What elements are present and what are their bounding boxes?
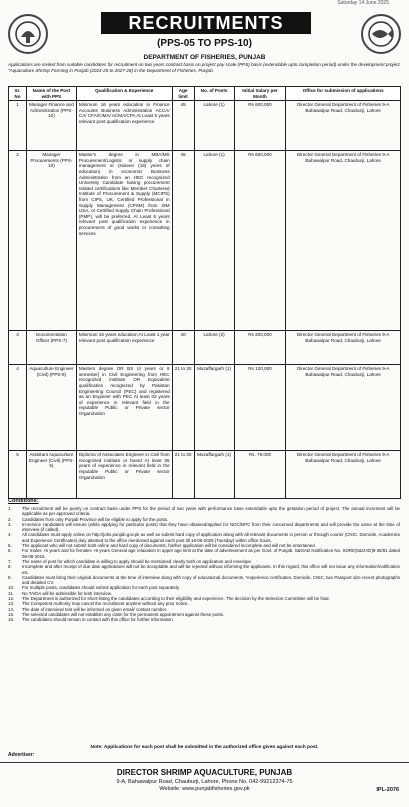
col-header-sr: Sr. No [9, 87, 27, 101]
table-row [9, 365, 401, 451]
list-item: 10. For multiple posts, candidates should submit application for each post separately. [8, 585, 180, 591]
list-item: 8. Incomplete and after receipt of due date applications will not be acceptable and will be rejected without informing the applicants. In this regard, this office will not issue any information/notification etc. [8, 564, 400, 575]
list-item: 11. No TA/DA will be admissible for test/ interview. [8, 590, 112, 596]
cell-salary: Rs 120,000 [234, 365, 286, 451]
list-item: 7. The name of post for which candidate is willing to apply should be mentioned clearly both on application and envelope. [8, 558, 253, 564]
list-item: 3. In-service candidates will ensure (while applying for particular posts) that they have obtained/applied for NOC/DPC from their concerned departments and will provide the same at the time of interview (if called). [8, 521, 400, 533]
cell-post: Aquaculture Engineer (Civil) (PPS-6) [26, 365, 76, 451]
table-row [9, 451, 401, 499]
cell-posts: Lahore (1) [194, 151, 234, 331]
list-item: 6. For males +5 years and for females +8 years General age relaxation in upper age limit at the date of advertisement as per Govt. of Punjab, S&GAD Notification No. SORII(S&GAD)9-36/81 dated 08-08-2016. [8, 548, 400, 559]
submission-note: Note: Applications for each post shall be submitted in the authorized office given against each post. [90, 745, 319, 750]
recruitments-banner: RECRUITMENTS [101, 12, 311, 34]
cell-salary: Rs 600,000 [234, 151, 286, 331]
list-item: 12. The Department is authorized for short-listing the candidates according to their eligibility and experience. The decision by the Selection Committee will be final. [8, 596, 330, 602]
cell-age: 21 to 30 [172, 365, 194, 451]
list-item: 14. The date of interview/ test will be informed on given email/ contact number. [8, 606, 168, 612]
col-header-age: Age limit [172, 87, 194, 101]
cell-salary: Rs. 75,000 [234, 451, 286, 499]
cell-posts: Lahore (2) [194, 331, 234, 365]
advertiser-website: Website: www.punjabfisheries.gov.pk [159, 786, 250, 792]
table-row [9, 101, 401, 151]
cell-posts: Muzaffargarh (1) [194, 451, 234, 499]
cell-posts: Muzaffargarh (1) [194, 365, 234, 451]
list-item: 16. The candidates should remain in contact with this office for further information. [8, 617, 174, 623]
list-item: 5. The applicant who will not submit both online and hard copy of documents, his/her application will be considered incomplete and will not be entertained. [8, 543, 316, 549]
ipl-number: IPL-2076 [376, 787, 399, 793]
cell-qualification: Masters degree OR BS (4 years or 8 semester) in Civil Engineering from HEC recognized institute OR Equivalent qualification recognized by Pakistan Engineering Council (PEC) and registered as an Engineer with PEC At least 03 years of experience in relevant field in the reputable Public or Private sector Organization [76, 365, 172, 451]
list-item: 13. The Competent Authority may cancel the recruitment anytime without any prior notice. [8, 601, 189, 607]
col-header-posts: No. of Posts [194, 87, 234, 101]
cell-office: Director General Department of Fisheries 9-A Bahawalpur Road, Chauburji, Lahore [286, 451, 401, 499]
cell-sr: 4 [9, 365, 27, 451]
cell-sr: 3 [9, 331, 27, 365]
cell-sr: 5 [9, 451, 27, 499]
conditions-heading: Conditions: [8, 498, 39, 504]
cell-age: 40 [172, 331, 194, 365]
list-item: 15. The selected candidates will not establish any claim for the permanent appointment against these posts. [8, 611, 225, 617]
cell-post: Manager Finance and Administration (PPS-10) [26, 101, 76, 151]
cell-office: Director General Department of Fisheries 9-A Bahawalpur Road, Chauburji, Lahore [286, 365, 401, 451]
department-name: DEPARTMENT OF FISHERIES, PUNJAB [143, 54, 266, 61]
cell-sr: 1 [9, 101, 27, 151]
cell-qualification: Minimum 16 years education At Least 1 year relevant post qualification experience [76, 331, 172, 365]
intro-paragraph: Applications are invited from suitable candidates for recruitment on two years contract basis on project pay scale (PPS) basis (extendable upto completion period) under the development project "Aquaculture Shrimp Farming in Punjab (2024-25 to 2027-28) in the Department of Fisheries, Punjab. [8, 62, 400, 73]
cell-post: Manager Procurements (PPS-10) [26, 151, 76, 331]
cell-age: 21 to 30 [172, 451, 194, 499]
cell-office: Director General Department of Fisheries 9-A Bahawalpur Road, Chauburji, Lahore [286, 151, 401, 331]
cell-salary: Rs 200,000 [234, 331, 286, 365]
cell-office: Director General Department of Fisheries 9-A Bahawalpur Road, Chauburji, Lahore [286, 331, 401, 365]
cell-qualification: Minimum 16 years education in Finance Accounts Business Administration ACCA/ CA/ CFA/CIMA/ ACMA/CPA At Least 5 years relevant post qualification experience [76, 101, 172, 151]
table-header-row [9, 87, 401, 101]
list-item: 2. Candidates from only Punjab Province will be eligible to apply for the posts. [8, 516, 169, 522]
col-header-office: Office for submission of applications [286, 87, 401, 101]
cell-qualification: Master's degree in MBA/MS Procurement/Logistic or supply chain management or (sixteen (16) years of education) in economic/ Business Administration from an HEC recognized University Candidate having procurement related certifications like Member Chartered Institute of Procurement & Supply (MCIPS) from CIPS, UK, Certified Professional in Supply Management (CPSM) from ISM USA, or Certified Supply Chain Professional (PMP), will be preferred. At Least 5 years relevant post qualification experience in procurement of good works or consulting services [76, 151, 172, 331]
advertiser-address: 9-A, Bahawalpur Road, Chauburji, Lahore, Phone No. 042-99212374-75 [116, 779, 293, 785]
table-row [9, 151, 401, 331]
newspaper-date-strip: Saturday 14 June 2025 [337, 0, 389, 6]
cell-salary: Rs 600,000 [234, 101, 286, 151]
list-item: 9. Candidates must bring their original documents at the time of interview along with copy of educational documents, *experience certificates, Domicile, CNIC, two Passport size recent photographs and detailed CV. [8, 574, 400, 586]
cell-sr: 2 [9, 151, 27, 331]
cell-office: Director General Department of Fisheries 9-A Bahawalpur Road, Chauburji, Lahore [286, 101, 401, 151]
list-item: 4. All candidates must apply online on http://jobs.punjab.gov.pk as well as submit hard copy of application along with all relevant documents in person or through courier (CNIC, Domicile, Academics and Experience Certificates) duly attested to the office mentioned against each post till 16-06-2025 (Tuesday) within office hours. [8, 532, 400, 543]
cell-age: 45 [172, 101, 194, 151]
col-header-post: Name of the Post with PPS [26, 87, 76, 101]
cell-post: Documentation Officer (PPS-7) [26, 331, 76, 365]
list-item: 1. The recruitment will be purely on contract basis under PPS for the period of two years with performance base extendable upto the gestation period of project. The annual increment will be applicable as per approved criteria. [8, 506, 400, 517]
advertiser-name: DIRECTOR SHRIMP AQUACULTURE, PUNJAB [116, 768, 293, 777]
table-row [9, 331, 401, 365]
advertiser-footer [0, 762, 409, 802]
cell-posts: Lahore (1) [194, 101, 234, 151]
cell-qualification: Diploma of Associates Engineer in Civil from recognized institute or board At least 05 years of experience in relevant field in the reputable Public or Private sector Organization [76, 451, 172, 499]
pps-range: (PPS-05 TO PPS-10) [157, 38, 252, 49]
vacancy-table [8, 86, 401, 499]
cell-post: Assistant Aquaculture Engineer (Civil) (PPS-5) [26, 451, 76, 499]
cell-age: 45 [172, 151, 194, 331]
col-header-salary: Initial Salary per Month [234, 87, 286, 101]
col-header-qualification: Qualification & Experience [76, 87, 172, 101]
conditions-list [8, 506, 400, 623]
advertiser-label: Advertiser: [8, 752, 35, 758]
